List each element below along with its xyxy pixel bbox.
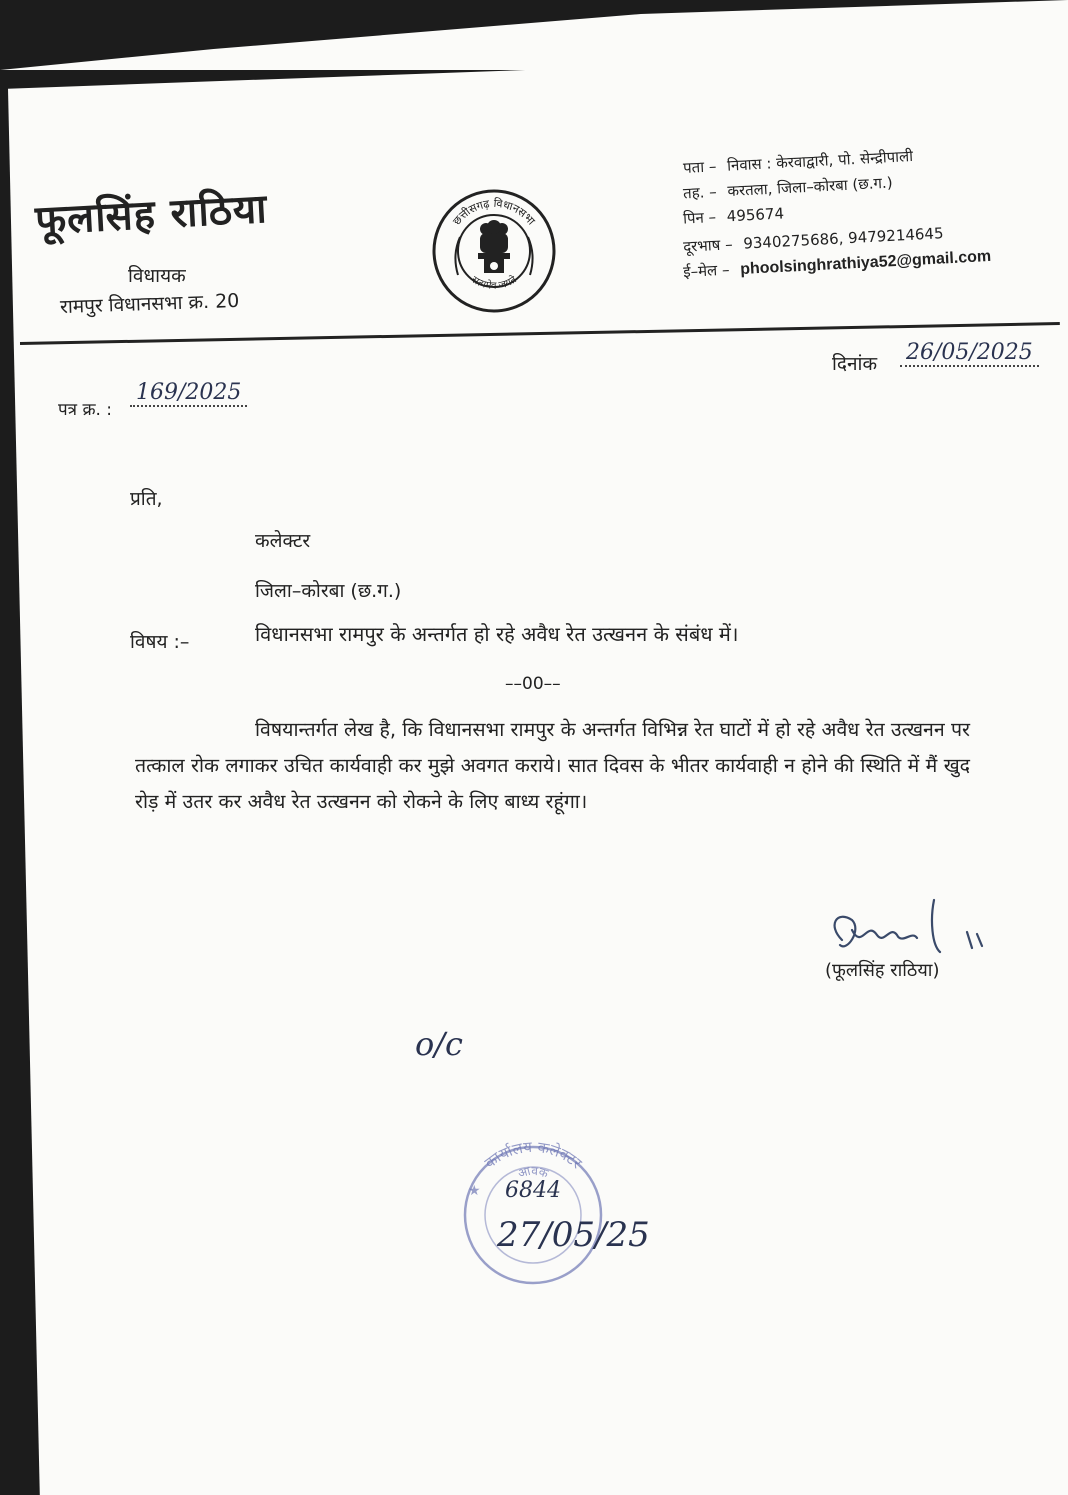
ref-number: 169/2025 xyxy=(130,380,247,407)
address-line-residence: पता – निवास : केरवाद्वारी, पो. सेन्द्रीपाली xyxy=(682,146,914,178)
letterhead-constituency: रामपुर विधानसभा क्र. 20 xyxy=(59,289,240,319)
letter-body: विषयान्तर्गत लेख है, कि विधानसभा रामपुर के अन्तर्गत विभिन्न रेत घाटों में हो रहे अवैध रेत उत्खनन पर तत्काल रोक लगाकर उचित कार्यवाही कर मुझे अवगत कराये। सात दिवस के भीतर कार्यवाही न होने की स्थिति में मैं खुद रोड़ में उतर कर अवैध रेत उत्खनन को रोकने के लिए बाध्य रहूंगा। xyxy=(135,718,970,813)
letterhead-designation: विधायक xyxy=(128,265,186,287)
recipient-title: कलेक्टर xyxy=(255,530,311,552)
email-link[interactable]: phoolsinghrathiya52@gmail.com xyxy=(739,247,992,279)
letter-date: 26/05/2025 xyxy=(900,340,1039,367)
address-line-pin: पिन – 495674 xyxy=(682,204,785,228)
ref-label: पत्र क्र. : xyxy=(58,400,113,420)
received-date: 27/05/25 xyxy=(497,1215,650,1255)
emblem-top-text: छत्तीसगढ़ विधानसभा xyxy=(450,196,538,228)
stamp-inward-label: आवक xyxy=(516,1163,551,1181)
emblem-bottom-text: सत्यमेव जयते xyxy=(469,274,519,292)
recipient-district: जिला–कोरबा (छ.ग.) xyxy=(255,580,402,602)
separator: ––00–– xyxy=(505,674,561,694)
stamp-office-text: कार्यालय कलेक्टर xyxy=(481,1137,586,1173)
receipt-stamp-icon xyxy=(448,1135,618,1285)
salutation: प्रति, xyxy=(130,488,163,510)
letterhead-name: फूलसिंह राठिया xyxy=(34,184,269,245)
address-line-email: ई–मेल – phoolsinghrathiya52@gmail.com xyxy=(682,247,992,282)
svg-text:सत्यमेव जयते xyxy=(469,273,519,291)
signatory-name: (फूलसिंह राठिया) xyxy=(825,960,940,981)
subject-label: विषय :– xyxy=(130,631,190,653)
date-label: दिनांक xyxy=(832,353,878,375)
address-line-phone: दूरभाष – 9340275686, 9479214645 xyxy=(682,224,944,256)
paper-top-edge xyxy=(0,0,1068,70)
oc-annotation: o/c xyxy=(415,1025,463,1063)
assembly-emblem-icon xyxy=(428,185,560,317)
svg-text:★: ★ xyxy=(468,1183,481,1199)
subject-text: विधानसभा रामपुर के अन्तर्गत हो रहे अवैध रेत उत्खनन के संबंध में। xyxy=(255,622,739,646)
address-line-tehsil: तह. – करतला, जिला–कोरबा (छ.ग.) xyxy=(682,173,893,203)
inward-number: 6844 xyxy=(505,1178,561,1203)
